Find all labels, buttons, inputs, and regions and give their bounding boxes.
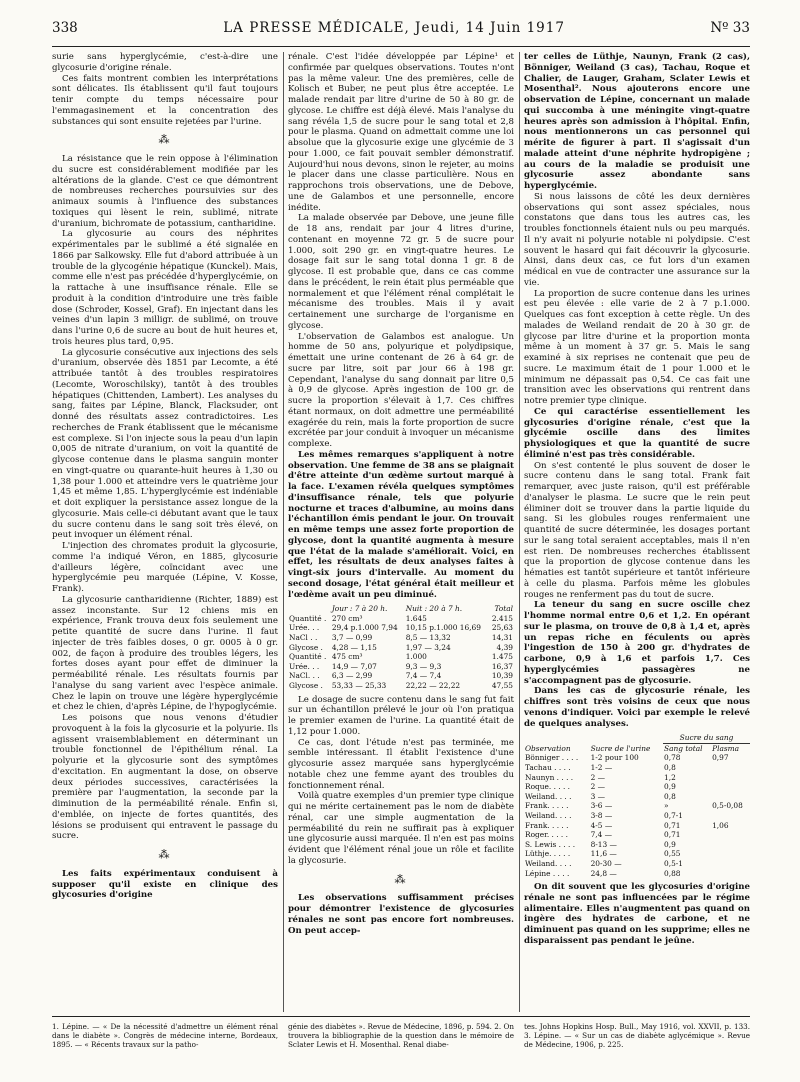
table-row: Glycose . 4,28 — 1,15 1,97 — 3,24 4,39 [289, 642, 513, 652]
table-row: Urée. . . 29,4 p.1.000 7,94 10,15 p.1.000 16,69 25,63 [289, 623, 513, 633]
paragraph: La teneur du sang en sucre oscille chez l'homme normal entre 0,6 et 1,2. En opérant sur le plasma, on trouve de 0,8 à 1,4 et, après un repas riche en féculents ou après l'ingestion de 150 à 200 gr. d'hydrates de carbone, 0,9 à 1,6 et parfois 1,7. Ces hyperglycémies passagères ne s'accompagnent pas de glycosurie. [524, 600, 750, 686]
table-row: Frank. . . . . 3-6 — » 0,5-0,08 [525, 801, 743, 811]
paragraph: Les faits expérimentaux conduisent à supposer qu'il existe en clinique des glycosuries d'origine [52, 868, 278, 901]
blood-sugar-table [524, 733, 750, 878]
table-row: Glycose . 53,33 — 25,33 22,22 — 22,22 47,55 [289, 681, 513, 690]
table-row: Weiland. . . . 3-8 — 0,7-1 [525, 811, 683, 820]
table-row: NaCl . . 3,7 — 0,99 8,5 — 13,32 14,31 [289, 633, 513, 643]
table-row: Frank. . . . . 4-5 — 0,71 1,06 [525, 820, 729, 830]
urine-analysis-table [288, 604, 514, 690]
header-rule [52, 46, 750, 47]
table-row: NaCl. . . 6,3 — 2,99 7,4 — 7,4 10,39 [289, 671, 513, 681]
table-row: Urée. . . 14,9 — 7,07 9,3 — 9,3 16,37 [289, 661, 513, 671]
section-separator: ⁂ [158, 848, 172, 861]
table-row: S. Lewis . . . . 8-13 — 0,9 [525, 839, 676, 849]
paragraph: Les poisons que nous venons d'étudier provoquent à la fois la glycosurie et la polyurie. Ils agissent vraisemblablement en déterminant un trouble fonctionnel de l'épithélium rénal. La polyurie et la glycosurie sont des symptômes d'excitation. En augmentant la dose, on observe deux périodes successives, caractérisées la première par l'augmentation, la seconde par la diminution de la perméabilité rénale. Enfin si, d'emblée, on injecte de fortes quantités, des lésions se produisent qui entravent le passage du sucre. [52, 713, 278, 842]
issue-date: Jeudi, 14 Juin 1917 [415, 20, 565, 36]
paragraph: La glycosurie consécutive aux injections des sels d'uranium, observée dès 1851 par Lecomte, a été attribuée tantôt à des troubles respiratoires (Lecomte, Woroschilsky), tantôt à des troubles hépatiques (Chittenden, Lambert). Les analyses du sang, faites par Lépine, Blanck, Flacksuder, ont donné des résultats assez contradictoires. Les recherches de Frank établissent que le mécanisme est complexe. Si l'on injecte sous la peau d'un lapin 0,005 de nitrate d'uranium, on voit la quantité de glycose contenue dans le plasma sanguin monter en vingt-quatre ou quarante-huit heures à 1,30 ou 1,38 pour 1.000 et atteindre vers le quatrième jour 1,45 et même 1,85. L'hyperglycémie est indéniable et doit expliquer la persistance assez longue de la glycosurie. Mais celle-ci débutant avant que le taux du sucre contenu dans le sang soit très élevé, on peut invoquer un élément rénal. [52, 347, 278, 541]
column-3 [524, 52, 750, 1012]
paragraph: La malade observée par Debove, une jeune fille de 18 ans, rendait par jour 4 litres d'urine, contenant en moyenne 72 gr. 5 de sucre pour 1.000, soit 290 gr. en vingt-quatre heures. Le dosage fait sur le sang total donna 1 gr. 8 de glycose. Il est probable que, dans ce cas comme dans le précédent, le rein était plus perméable que normalement et que l'élément rénal complétait le mécanisme des troubles. Mais il y avait certainement une surcharge de l'organisme en glycose. [288, 213, 514, 331]
footnote: génie des diabètes ». Revue de Médecine, 1896, p. 594. 2. On trouvera la bibliographie de la question dans le mémoire de Sclater Lewis et H. Mosenthal. Renal diabe- [288, 1022, 514, 1049]
paragraph: La glycosurie au cours des néphrites expérimentales par le sublimé a été signalée en 1866 par Salkowsky. Elle fut d'abord attribuée à un trouble de la glycogénie hépatique (Kunckel). Mais, comme elle n'est pas précédée d'hyperglycémie, on la rattache à une insuffisance rénale. Elle se produit à la condition d'introduire une très faible dose (Schroder, Kossel, Graf). En injectant dans les veines d'un lapin 3 milligr. de sublimé, on trouve dans l'urine 0,6 de sucre au bout de huit heures et, trois heures plus tard, 0,95. [52, 229, 278, 347]
table-header: Jour : 7 à 20 h. Nuit : 20 à 7 h. Total [331, 604, 513, 614]
table-row: Tachau . . . . 1-2 — 0,8 [525, 763, 676, 773]
paragraph: L'injection des chromates produit la glycosurie, comme l'a indiqué Véron, en 1885, glycosurie d'ailleurs légère, coïncidant avec une hyperglycémie peu marquée (Lépine, V. Kosse, Frank). [52, 541, 278, 594]
table-row: Bönniger . . . . 1-2 pour 100 0,78 0,97 [525, 753, 729, 763]
paragraph: La proportion de sucre contenue dans les urines est peu élevée : elle varie de 2 à 7 p.1.000. Quelques cas font exception à cette règle. Un des malades de Weiland rendait de 20 à 30 gr. de glycose par litre d'urine et la proportion monta même à un moment à 37 gr. 5. Mais le sang examiné à six reprises ne contenait que peu de sucre. Le maximum était de 1 pour 1.000 et le minimum ne dépassait pas 0,54. Ce cas fait une transition avec les observations qui rentrent dans notre premier type clinique. [524, 288, 750, 406]
paragraph: On dit souvent que les glycosuries d'origine rénale ne sont pas influencées par le régime alimentaire. Elles n'augmentent pas quand on ingère des hydrates de carbone, et ne diminuent pas quand on les supprime; elles ne disparaissent pas pendant le jeûne. [524, 882, 750, 946]
paragraph: On s'est contenté le plus souvent de doser le sucre contenu dans le sang total. Frank fait remarquer, avec juste raison, qu'il est préférable d'analyser le plasma. Le sucre que le rein peut éliminer doit se trouver dans la partie liquide du sang. Si les globules rouges renfermaient une quantité de sucre déterminée, les dosages portant sur le sang total seraient acceptables, mais il n'en est rien. De nombreuses recherches établissent que la proportion de glycose contenue dans les hématies est tantôt supérieure et tantôt inférieure à celle du plasma. Parfois même les globules rouges ne renferment pas du tout de sucre. [524, 460, 750, 600]
column-divider [519, 52, 520, 1012]
page-number: 338 [52, 20, 78, 36]
table-row: Quantité . 270 cm³ 1.645 2.415 [289, 613, 513, 623]
table-row: Naunyn . . . . 2 — 1,2 [525, 772, 676, 782]
table-row: Lépine . . . . 24,8 — 0,88 [525, 868, 681, 878]
footnote: tes. Johns Hopkins Hosp. Bull., May 1916, vol. XXVII, p. 133. 3. Lépine. — « Sur un cas de diabète aglycémique ». Revue de Médecine, 1906, p. 225. [524, 1022, 750, 1049]
column-2 [288, 52, 514, 1012]
issue-number: Nº 33 [710, 20, 750, 36]
column-divider [283, 52, 284, 1012]
table-row: Quantité . 475 cm³ 1.000 1.475 [289, 652, 513, 662]
paragraph: Voilà quatre exemples d'un premier type clinique qui ne mérite certainement pas le nom de diabète rénal, car une simple augmentation de la perméabilité du rein ne suffirait pas à expliquer une glycosurie aussi marquée. Il n'en est pas moins évident que l'élément rénal joue un rôle et facilite la glycosurie. [288, 791, 514, 866]
running-header [52, 20, 750, 44]
paragraph: Ces faits montrent combien les interprétations sont délicates. Ils établissent qu'il faut toujours tenir compte du temps nécessaire pour l'emmagasinement et la concentration des substances qui sont ensuite rejetées par l'urine. [52, 73, 278, 127]
section-separator: ⁂ [394, 872, 408, 886]
table-group-header: Sucre du sang [524, 733, 750, 743]
footnote-rule [52, 1016, 750, 1017]
table-header: Observation Sucre de l'urine Sang total Plasma [525, 743, 740, 753]
column-1 [52, 52, 278, 1012]
paragraph: Les observations suffisamment précises pour démontrer l'existence de glycosuries rénales ne sont pas encore fort nombreuses. On peut accep- [288, 893, 514, 936]
table-row: Weiland. . . . 3 — 0,8 [525, 791, 676, 801]
paragraph: surie sans hyperglycémie, c'est-à-dire une glycosurie d'origine rénale. [52, 52, 278, 73]
table-row: Lüthje. . . . . 11,6 — 0,55 [525, 849, 681, 859]
paragraph: ter celles de Lüthje, Naunyn, Frank (2 cas), Bönniger, Weiland (3 cas), Tachau, Roque et Chalier, de Lauger, Graham, Sclater Lewis et Mosenthal². Nous ajouterons encore une observation de Lépine, concernant un malade qui succomba à une méningite vingt-quatre heures après son admission à l'hôpital. Enfin, nous mentionnerons un cas personnel qui mérite de figurer à part. Il s'agissait d'un malade atteint d'une néphrite hydropigène ; au cours de la maladie se produisit une glycosurie assez abondante sans hyperglycémie. [524, 52, 750, 191]
footnote: 1. Lépine. — « De la nécessité d'admettre un élément rénal dans le diabète ». Congrès de médecine interne, Bordeaux, 1895. — « Récents travaux sur la patho- [52, 1022, 278, 1049]
paragraph: Ce qui caractérise essentiellement les glycosuries d'origine rénale, c'est que la glycémie oscille dans des limites physiologiques et que la quantité de sucre éliminé n'est pas très considérable. [524, 406, 750, 460]
journal-title: LA PRESSE MÉDICALE, Jeudi, 14 Juin 1917 [223, 20, 565, 36]
paragraph: L'observation de Galambos est analogue. Un homme de 50 ans, polyurique et polydipsique, émettait une urine contenant de 26 à 64 gr. de sucre par litre, soit par jour 66 à 198 gr. Cependant, l'analyse du sang donnait par litre 0,5 à 0,9 de glycose. Après ingestion de 100 gr. de sucre la proportion s'élevait à 1,7. Ces chiffres étant normaux, on doit admettre une perméabilité exagérée du rein, mais la forte proportion de sucre excrétée par jour conduit à invoquer un mécanisme complexe. [288, 331, 514, 449]
paragraph: La glycosurie cantharidienne (Richter, 1889) est assez inconstante. Sur 12 chiens mis en expérience, Frank trouva deux fois seulement une petite quantité de sucre dans l'urine. Il faut injecter de très faibles doses, 0 gr. 0005 à 0 gr. 002, de façon à produire des troubles légers, les fortes doses ayant pour effet de diminuer la perméabilité rénale. Les résultats fournis par l'analyse du sang varient avec l'espèce animale. Chez le lapin on trouve une légère hyperglycémie et chez le chien, d'après Lépine, de l'hypoglycémie. [52, 594, 278, 713]
paragraph: Le dosage de sucre contenu dans le sang fut fait sur un échantillon prélevé le jour où l'on pratiqua le premier examen de l'urine. La quantité était de 1,12 pour 1.000. [288, 694, 514, 737]
paragraph: rénale. C'est l'idée développée par Lépine¹ et confirmée par quelques observations. Toutes n'ont pas la même valeur. Une des premières, celle de Kolisch et Buber, ne peut plus être acceptée. Le malade rendait par litre d'urine de 50 à 80 gr. de glycose. Le chiffre est déjà élevé. Mais l'analyse du sang révéla 1,5 de sucre pour le sang total et 2,8 pour le plasma. Quand on admettait comme une loi absolue que la glycosurie exige une glycémie de 3 pour 1.000, ce fait pouvait sembler démonstratif. Aujourd'hui nous devons, sinon le rejeter, au moins le placer dans une classe particulière. Nous en rapprochons trois observations, une de Debove, une de Galambos et une personnelle, encore inédite. [288, 52, 514, 213]
paragraph: La résistance que le rein oppose à l'élimination du sucre est considérablement modifiée par les altérations de la glande. C'est ce que démontrent de nombreuses recherches poursuivies sur des animaux soumis à l'influence des substances toxiques qui lèsent le rein, sublimé, nitrate d'uranium, bichromate de potassium, cantharidine. [52, 154, 278, 229]
paragraph: Les mêmes remarques s'appliquent à notre observation. Une femme de 38 ans se plaignait d'être atteinte d'un œdème surtout marqué à la face. L'examen révéla quelques symptômes d'insuffisance rénale, tels que polyurie nocturne et traces d'albumine, au moins dans l'échantillon émis pendant le jour. On trouvait en même temps une assez forte proportion de glycose, dont la quantité augmenta à mesure que l'état de la malade s'améliorait. Voici, en effet, les résultats de deux analyses faites à vingt-six jours d'intervalle. Au moment du second dosage, l'état général était meilleur et l'œdème avait un peu diminué. [288, 449, 514, 600]
paragraph: Ce cas, dont l'étude n'est pas terminée, me semble intéressant. Il établit l'existence d'une glycosurie assez marquée sans hyperglycémie notable chez une femme ayant des troubles du fonctionnement rénal. [288, 737, 514, 791]
table-row: Roger. . . . . 7,4 — 0,71 [525, 830, 681, 840]
table-row: Roque. . . . . 2 — 0,9 [525, 782, 676, 792]
table-row: Weiland. . . . 20-30 — 0,5-1 [525, 858, 683, 868]
paragraph: Dans les cas de glycosurie rénale, les chiffres sont très voisins de ceux que nous venons d'indiquer. Voici par exemple le relevé de quelques analyses. [524, 686, 750, 729]
paragraph: Si nous laissons de côté les deux dernières observations qui sont assez spéciales, nous constatons que dans tous les autres cas, les troubles fonctionnels étaient nuls ou peu marqués. Il n'y avait ni polyurie notable ni polydipsie. C'est souvent le hasard qui fait découvrir la glycosurie. Ainsi, dans deux cas, ce fut lors d'un examen médical en vue de contracter une assurance sur la vie. [524, 191, 750, 288]
section-separator: ⁂ [158, 133, 172, 147]
